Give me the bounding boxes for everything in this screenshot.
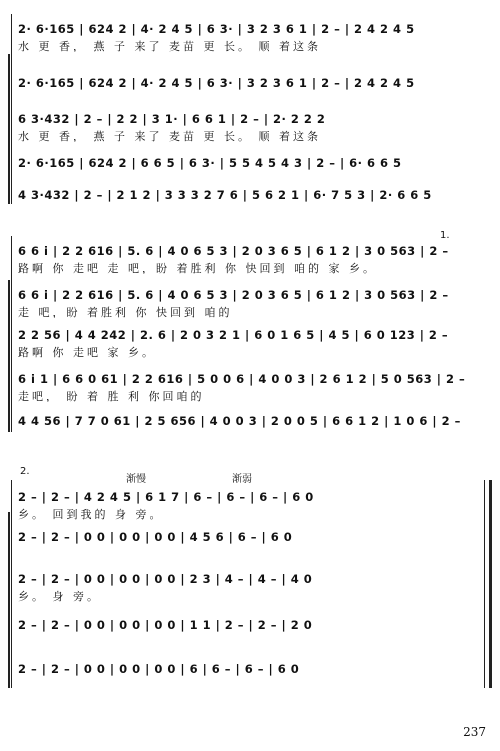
lyrics (18, 92, 494, 106)
page-number: 237 (463, 725, 486, 739)
staff-2 (0, 528, 500, 556)
notes: 2 – | 2 – | 0 0 | 0 0 | 0 0 | 2 3 | 4 – | 4 – | 4 0 (18, 572, 313, 586)
notes: 2 – | 2 – | 0 0 | 0 0 | 0 0 | 4 5 6 | 6 – | 6 0 (18, 530, 293, 544)
lyrics: 乡。 身 旁。 (18, 590, 101, 602)
notes: 4 4 56 | 7 7 0 61 | 2 5 656 | 4 0 0 3 | 2 0 0 5 | 6 6 1 2 | 1 0 6 | 2 – (18, 414, 461, 428)
lyrics (18, 678, 494, 692)
staff-1 (0, 242, 500, 274)
staff-5 (0, 660, 500, 688)
dynamic-softening: 渐弱 (232, 474, 252, 485)
lyrics (18, 546, 494, 560)
notes: 2· 6·165 | 624 2 | 4· 2 4 5 | 6 3· | 3 2 3 6 1 | 2 – | 2 4 2 4 5 (18, 22, 415, 36)
notes: 2 – | 2 – | 4 2 4 5 | 6 1 7 | 6 – | 6 – | 6 – | 6 0 (18, 490, 314, 504)
staff-3 (0, 570, 500, 602)
system-3 (0, 468, 500, 692)
lyrics: 水 更 香， 燕 子 来了 麦苗 更 长。 顺 着这条 (18, 130, 321, 142)
notes: 6 6 i | 2 2 616 | 5. 6 | 4 0 6 5 3 | 2 0 3 6 5 | 6 1 2 | 3 0 563 | 2 – (18, 288, 449, 302)
notes: 6 i 1 | 6 6 0 61 | 2 2 616 | 5 0 0 6 | 4 0 0 3 | 2 6 1 2 | 5 0 563 | 2 – (18, 372, 466, 386)
notes: 4 3·432 | 2 – | 2 1 2 | 3 3 3 2 7 6 | 5 6 2 1 | 6· 7 5 3 | 2· 6 6 5 (18, 188, 432, 202)
notes: 2 – | 2 – | 0 0 | 0 0 | 0 0 | 1 1 | 2 – | 2 – | 2 0 (18, 618, 313, 632)
staff-3 (0, 110, 500, 142)
notes: 2· 6·165 | 624 2 | 6 6 5 | 6 3· | 5 5 4 5 4 3 | 2 – | 6· 6 6 5 (18, 156, 402, 170)
volta-1: 1. (440, 230, 450, 241)
lyrics: 路啊 你 走吧 家 乡。 (18, 346, 156, 358)
staff-4 (0, 616, 500, 644)
notes: 2 – | 2 – | 0 0 | 0 0 | 0 0 | 6 | 6 – | 6 – | 6 0 (18, 662, 300, 676)
staff-3 (0, 326, 500, 358)
lyrics: 走 吧，盼 着胜利 你 快回到 咱的 (18, 306, 233, 318)
system-2 (0, 230, 500, 436)
notes: 6 3·432 | 2 – | 2 2 | 3 1· | 6 6 1 | 2 – | 2· 2 2 2 (18, 112, 326, 126)
system-1 (0, 14, 500, 204)
staff-5 (0, 186, 500, 214)
lyrics: 路啊 你 走吧 走 吧，盼 着胜利 你 快回到 咱的 家 乡。 (18, 262, 377, 274)
lyrics (18, 634, 494, 648)
lyrics: 乡。 回到我的 身 旁。 (18, 508, 164, 520)
notes: 6 6 i | 2 2 616 | 5. 6 | 4 0 6 5 3 | 2 0 3 6 5 | 6 1 2 | 3 0 563 | 2 – (18, 244, 449, 258)
lyrics (18, 172, 494, 186)
staff-1 (0, 488, 500, 520)
staff-1 (0, 20, 500, 52)
lyrics (18, 430, 494, 444)
staff-2 (0, 286, 500, 318)
volta-2: 2. (20, 466, 30, 477)
notes: 2· 6·165 | 624 2 | 4· 2 4 5 | 6 3· | 3 2 3 6 1 | 2 – | 2 4 2 4 5 (18, 76, 415, 90)
staff-5 (0, 412, 500, 440)
notes: 2 2 56 | 4 4 242 | 2. 6 | 2 0 3 2 1 | 6 0 1 6 5 | 4 5 | 6 0 123 | 2 – (18, 328, 449, 342)
lyrics (18, 204, 494, 218)
lyrics: 走吧， 盼 着 胜 利 你回咱的 (18, 390, 205, 402)
dynamic-slowing: 渐慢 (126, 474, 146, 485)
lyrics: 水 更 香， 燕 子 来了 麦苗 更 长。 顺 着这条 (18, 40, 321, 52)
staff-2 (0, 74, 500, 102)
staff-4 (0, 154, 500, 182)
staff-4 (0, 370, 500, 402)
